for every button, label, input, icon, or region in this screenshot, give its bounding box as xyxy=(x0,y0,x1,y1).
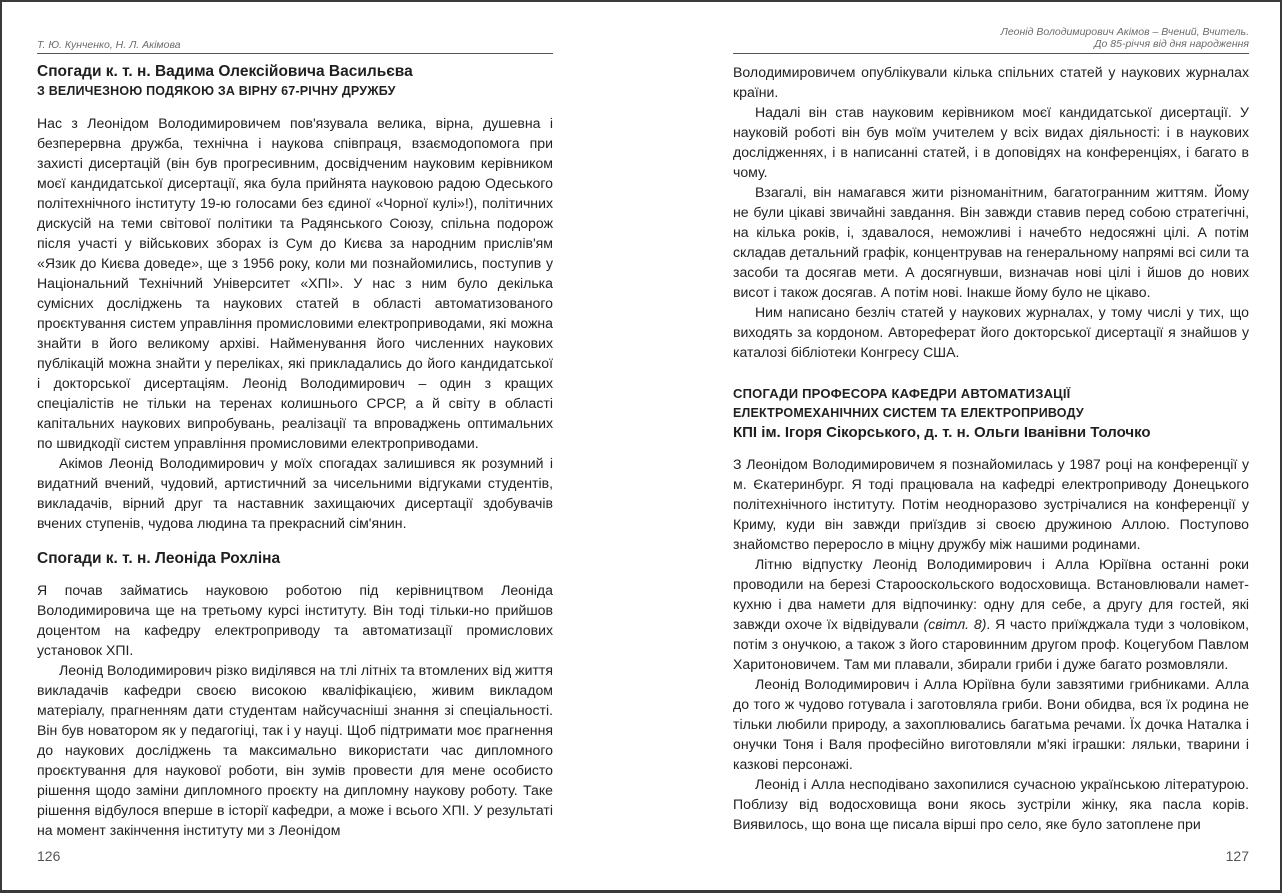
paragraph: Володимировичем опублікували кілька спільних статей у наукових журналах країни. xyxy=(733,64,1249,100)
heading-line: СПОГАДИ ПРОФЕСОРА КАФЕДРИ АВТОМАТИЗАЦІЇ xyxy=(733,386,1071,401)
section-heading-tolochko xyxy=(733,384,1249,442)
running-head-line: Леонід Володимирович Акімов – Вчений, Вчитель. xyxy=(1000,26,1249,38)
section-heading-rokhlin xyxy=(37,549,553,568)
page-number: 126 xyxy=(37,848,61,864)
paragraph: Я почав займатись науковою роботою під керівництвом Леоніда Володимировича ще на третьому курсі інституту. Він тоді тільки-но прийшов доцентом на кафедру електроприводу та автоматизації промислових установок ХПІ. xyxy=(37,582,553,658)
heading-line: Спогади к. т. н. Леоніда Рохліна xyxy=(37,550,281,567)
paragraph-text: Літню відпустку Леонід Володимирович і Алла Юріївна останні роки проводили на березі Старооскольского водосховища. Встановлювали намет-кухню і два намети для відпочинку: одну для себе, а другу для гостей, які завжди охоче їх відвідували xyxy=(733,556,1249,632)
header-rule xyxy=(37,53,553,54)
header-rule xyxy=(733,53,1249,54)
running-head-authors: Т. Ю. Кунченко, Н. Л. Акімова xyxy=(37,39,181,51)
right-page-content xyxy=(733,62,1249,834)
left-page xyxy=(37,0,553,892)
running-head-book-title xyxy=(733,26,1249,50)
heading-line: З ВЕЛИЧЕЗНОЮ ПОДЯКОЮ ЗА ВІРНУ 67-РІЧНУ ДРУЖБУ xyxy=(37,84,396,98)
page-number: 127 xyxy=(1225,848,1249,864)
paragraph: З Леонідом Володимировичем я познайомилась у 1987 році на конференції у м. Єкатеринбург. Я тоді працювала на кафедрі електроприводу Донецького політехнічного інституту. Потім неодноразово зустрічалися на конференції у Криму, куди він завжди приїздив зі своєю дружиною Аллою. Поступово знайомство переросло в міцну дружбу між нашими родинами. xyxy=(733,456,1249,552)
paragraph: Взагалі, він намагався жити різноманітним, багатогранним життям. Йому не були цікаві звичайні завдання. Він завжди ставив перед собою стратегічні, на кілька років, і, здавалося, неможливі і начебто недосяжні цілі. А потім складав детальний графік, концентрував на генеральному напрямі всі сили та засоби та досягав мети. А досягнувши, визначав нові цілі і йшов до нових висот і також досягав. А потім нові. Інакше йому було не цікаво. xyxy=(733,184,1249,300)
paragraph: Ним написано безліч статей у наукових журналах, у тому числі у тих, що виходять за кордоном. Автореферат його докторської дисертації я знайшов у каталозі бібліотеки Конгресу США. xyxy=(733,304,1249,360)
paragraph: Надалі він став науковим керівником моєї кандидатської дисертації. У науковій роботі він був моїм учителем у всіх видах діяльності: і в наукових дослідженнях, і в написанні статей, і в доповідях на конференціях, і багато в чому. xyxy=(733,104,1249,180)
left-page-content xyxy=(37,62,553,840)
heading-line: Спогади к. т. н. Вадима Олексійовича Васильєва xyxy=(37,63,413,80)
paragraph: Акімов Леонід Володимирович у моїх спогадах залишився як розумний і видатний вчений, чудовий, артистичний за чисельними відгуками студентів, викладачів, вірний друг та наставник захищаючих дисертації здобувачів вчених ступенів, чудова людина та прекрасний сім'янин. xyxy=(37,455,553,531)
photo-reference: (світл. 8) xyxy=(923,616,987,632)
paragraph-text: . Я часто приїжджала туди з чоловіком, потім з онучкою, а також з його старовинним другом проф. Коцегубом Павлом Харитоновичем. Там ми плавали, збирали гриби і дуже багато розмовляли. xyxy=(733,616,1250,672)
heading-line: ЕЛЕКТРОМЕХАНІЧНИХ СИСТЕМ ТА ЕЛЕКТРОПРИВОДУ xyxy=(733,406,1084,420)
running-head-line: До 85-річчя від дня народження xyxy=(1094,38,1249,50)
paragraph: Леонід Володимирович різко виділявся на тлі літніх та втомлених від життя викладачів кафедри своєю високою кваліфікацією, живим викладом матеріалу, прагненням дати студентам найсучасніші знання зі спеціальності. Він був новатором як у педагогіці, так і у науці. Щоб підтримати моє прагнення до наукових досліджень та максимально використати час дипломного проєктування для наукової роботи, він зумів провести для мене особисто рішення щодо заміни дипломного проєкту на дипломну наукову роботу. Таке рішення відбулося вперше в історії кафедри, а може і всього ХПІ. У результаті на момент закінчення інституту ми з Леонідом xyxy=(37,662,553,838)
section-heading-vasyliev xyxy=(37,62,553,101)
right-page xyxy=(733,0,1249,892)
paragraph: Нас з Леонідом Володимировичем пов'язувала велика, вірна, душевна і безперервна дружба, технічна і наукова співпраця, взаємодопомога при захисті дисертацій (він був прогресивним, досвідченим науковим керівником моєї кандидатської дисертації, яка була прийнята науковою радою Одеського політехнічного інституту 19-ю голосами без єдиної «Чорної кулі»!), політичних дискусій на теми світової політики та Радянського Союзу, спільна подорож після участі у військових зборах із Сум до Києва за народним прислів'ям «Язик до Києва доведе», ще з 1956 року, коли ми познайомились, поступив у Національний Технічний Університет «ХПІ». У нас з ним було декілька сумісних досліджень та наукових статей в області автоматизованого проєктування систем управління промисловими електроприводами, які можна знайти в його великому архіві. Найменування його численних наукових публікацій можна знайти у переліках, які прикладались до його кандидатської і докторської дисертаціям. Леонід Володимирович – один з кращих спеціалістів не тільки на теренах колишнього СРСР, а й світу в області капітальних наукових випробувань, реалізації та впроваджень оптимальних по швидкодії систем управління промисловими електроприводами. xyxy=(37,115,553,451)
paragraph: Леонід Володимирович і Алла Юріївна були завзятими грибниками. Алла до того ж чудово готувала і заготовляла гриби. Вони обидва, вся їх родина не тільки любили природу, а захоплювались багатьма речами. Їх дочка Наталка і онучки Тоня і Валя професійно виготовляли м'які іграшки: ляльки, тварини і казкові персонажі. xyxy=(733,676,1249,772)
heading-line: КПІ ім. Ігоря Сікорського, д. т. н. Ольги Іванівни Толочко xyxy=(733,424,1151,441)
paragraph: Леонід і Алла несподівано захопилися сучасною українською літературою. Поблизу від водосховища вони якось зустріли жінку, яка пасла корів. Виявилось, що вона ще писала вірші про село, яке було затоплене при xyxy=(733,776,1249,832)
paragraph xyxy=(733,554,1249,674)
